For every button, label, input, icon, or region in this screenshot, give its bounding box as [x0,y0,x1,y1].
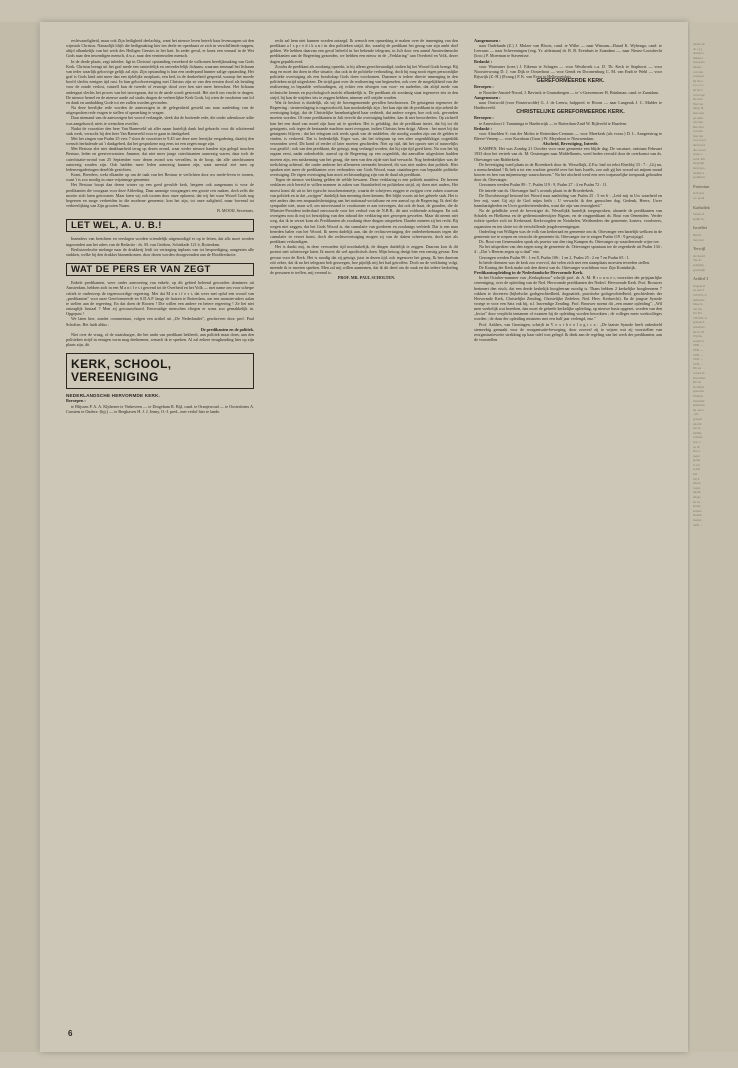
sliver-line: Kerke [693,504,701,509]
sliver-line: Renteneu [693,403,705,408]
sliver-line: Bij het [693,232,702,237]
sliver-head-5: Artikel 3 [693,276,709,282]
sliver-line: nu het v [693,87,703,92]
sliver-line: schrede [693,435,703,440]
paragraph: Het is dunkt mij, in deze verwarden tijd noodzakelijk, de dingen duidelijk te zeggen. Daarom kon ik dit protest niet achterwege laten. Ik moest dit wel apodictisch doen. Mijn betoog dreigt hier een ernstig gevaar. Een gevaar voor de Kerk. Het is noodig dat zij getuigt, juist in dezen tijd, ook tegenover het gezag. Ik ben daarvan zóó zeker, dat ik na het telegram heb gezwegen, hoe pijnlijk mij het had getroffen. Doch nu de verklaring volgt, meende ik te moeten spreken. Men zal mij willen aannemen, dat ik dit deed om de zaak en dat iedere bedoeling de personen te treffen, mij vreemd is. [270,244,458,276]
sliver-line: aflega [693,495,701,500]
sliver-line: dat aller [693,120,704,125]
sliver-line: 1930 .... [693,361,704,366]
sliver-line: Tot Prz [693,311,702,316]
sliver-line: die woord [693,147,706,152]
section-label: Beroepen : [66,398,86,404]
sliver-line: verworpe [693,92,705,97]
sliver-line: dubbelde [693,297,705,302]
sliver-line: Waarbij [693,393,703,398]
sliver-line: Dat w [693,449,701,454]
paragraph: Prof. Aalders, van Groningen, schrijft in V o x t h e o l o g i c a : „De laatste Synode heeft onbedoeld steenrebig gemaakt voor de reorganisatie-beweging, door zooverf zij te wijzen wat zij voorstellen van reorganisatiewette strekking op haar tafel was gelegd. Ik denk aan de regeling van het werk der predikanten, aan de voorstellen [474,321,662,343]
sliver-line: lidkaas i [693,55,704,60]
sliver-line: wij h [693,476,700,481]
paragraph: Zoodra de predikant als zoodanig opzeekt, is hij alleen gerechtvaardigd, indien hij het Woord Gods brengt. Bij mag en moet dat doen in elke situatie, dus ook in de politieke verhouding, doch hij mag nooit eigen persoonlijke politieke overtuiging als een boodschap Gods doen voorkomen. Daarmee is iedere directe inmenging in den politieken strijd uitgesloten. De strijd gaat over de realiseering van beginselen, ook over de mogelijkheid van die realiseering in bepaalde verhoudingen, zij echter een afwegen van voor- en nadeelen, dat altijd mede van technische kennis en psychologisch inzicht afhankelijk is. De predikant als zoodanig staat tegenover iets in den strijd, hij kan de strijders iets te zeggen hebben, nimmer zelf strijder worden. [270,63,458,100]
paragraph: te Amersfoort J. Tamminga te Harderwijk — te Rotterdam-Zuid W. Bijleveld te Haarlem. [479,120,628,126]
author-signature: PROF. MR. PAUL SCHOLTEN. [337,275,396,281]
sliver-line: midde [693,490,701,495]
sliver-line: Statistiek [693,398,705,403]
section-head-gereformeerde-kerk: GEREFORMEERDE KERK. [536,78,605,85]
sliver-line: tegen [693,453,700,458]
sliver-line: ming. Ik [693,106,704,111]
sliver-line: staatje is [693,338,704,343]
sliver-line: van den [693,129,703,134]
paragraph: Onderling van Willigen was de volk van kerkeraad en gemeente om ds. Ottevanger een hartelijk welkom in de gemeente toe te roepen en verzocht de gemeente ds. Ottevanger toe te zingen Psalm 119 : 9 gewijzigd. [474,228,662,239]
paragraph: De Doowbezorgd bestond het Woord naar aanleiding van Psalm 25 : 5 en 6 : „Leid mij in Uw waarheid en leer mij, want Gij zijt de God mijns heils ; U verwacht ik den gansschen dag. Gedenk, Heere, Uwer barmhartigheden en Uwer goedertierenheden, want die zijn van eeuwigheid." [474,192,662,208]
sliver-line: leiding [693,430,702,435]
sliver-line: 1920 .... [693,357,704,362]
paragraph: recht aal hem niet kunnen worden ontzegd. Ik wensch een opmerking te maken over de inmenging van den predikant a l s p r e d i k a n t in den politieken strijd, die, waarbij de predikant het gezag van zijn ambt doel gelden. We hebben daarvan een geval beleefd in het bekende telegram, in Juli door een aantal Amsterdamsche predikanten aan de Regeering gezonden, we hebben een nieuw in de „Verklaring" aan Overheid en Volk, dezer dagen gepubliceerd. [270,38,458,64]
sliver-line: der de [693,426,701,431]
sliver-line: zich praa [693,191,705,196]
sliver-line: plaats v [693,152,703,157]
sliver-line: 510.853, to [693,292,708,297]
sliver-line: Dit sta [693,366,702,371]
sliver-line: geniging [693,262,704,267]
sliver-line: haar gru [693,133,704,138]
sliver-line: ter be [693,499,700,504]
sliver-line: 136.920, la [693,315,707,320]
paragraph: Inzenders van berichten en verslagen worden vriendelijk uitgenoodigd er op te letten, dat alls moet worden ingezonden aan het adres van de Redactie : ds. M. van Grieken, Schiekade 121 b, Rotterdam. [66,236,254,247]
paragraph: Met het zingen van Psalm 25 vers 7 sloot de voorzitter te 9.45 ure deze zeer leerrijke vergadering, daarbij den wensch herhalende uit 't dankgebed, dat het gesprokene nog eens tot een zegen moge zijn. [66,135,254,147]
sliver-line: actief [693,467,700,472]
sliver-line: mogelijk [693,161,704,166]
paragraph: Gezongen werden Psalm 99 : 1 en 8, Psalm 106 : 1 en 2, Psalm 25 : 2 en 7 en Psalm 65 : 1. [479,254,630,260]
sliver-line: geloofde. [693,389,705,394]
sliver-head-4: Terwijl [693,246,706,252]
sliver-line: gesteldijk [693,267,706,272]
section-head-predikantsopleiding: Predikantsopleiding in de Nederlandsche Hervormde Kerk. [474,270,584,276]
sliver-line: hoofdkla [693,384,704,389]
paragraph: We laten hier, zonder commentaar, volgen een artikel uit „De Nederlander", geschreven door prof. Paul Scholten. Het luidt aldus : [66,316,254,327]
paragraph: Het Bestuur hoopt dan dezen winter op een goed gevulde kerk, betgeen ook aangenaam is voor de predikanten die voorgaan voor deze Afdeeling. Daar aanmige voorgangers een groote reis maken, doch zelfs die moeite zich laten getroosten. Maar laten wij ook toonen door onze opkomst, dat wij het waar Woord Gods nog begeeren en moge verbreiden in die moderne gemeente, kon het zijn, tot onze zaligheid, maar bovenal tot verheerlijking van Zijn grooten Naam. [66,182,254,208]
paragraph: naar Oostwold (voor Finsterwolde) G. J. de Leeuw, hulppred. te Hoorn — naar Langerak J. C. Mulder te Hardinxveld. [474,99,662,111]
sliver-line: reform [693,421,702,426]
sliver-line: der hoofd [693,253,705,258]
sliver-line: missie : [693,64,703,69]
sliver-line: zestien [693,508,702,513]
section-head-chr-geref-kerk: CHRISTELIJKE GEREFORMEERDE KERK. [516,109,625,116]
sliver-line: Oogenvol [693,283,706,288]
column-container [58,38,670,990]
sliver-line: te ver [693,462,700,467]
sliver-line: voor nood [693,138,706,143]
sliver-line: predikant [693,175,705,180]
paragraph: Gezonnen werden Psalm 89 : 7, Psalm 119 : 9, Psalm 27 : 4 en Psalm 72 : 11. [479,182,608,188]
paragraph: In de derde plaats, zegt inleider, ligt in Christus' opstanding verzekerd de volkomen heerlijkmaking van Gods Kerk. Christus brengt uit het graf mede een onsterfelijk en onverderfelijk lichaam, waaraan eenmaal het lichaam van ieder waarlijk geloovige gelijk zal zijn. Zijn opstanding is hun een onderpand hunner zalige opstanding. Het graf is Gods kind niet meer dan een tijdelijke rustplaats, een bed, in de donkerheid gespreid, waarop het moede hoofd slechts eenigen tijd rust. In hun geloofsvereniging met Christus zijn ze van den eersten dood als betaling voor de zonde verlost, vanzelf kan de tweede of eeuwige dood over hen niet meer heerschen. Het lichaam ondergaat slechts het proces van het tarwegraan, dat in de aarde wordt gestrooid. Het sterft om vrucht te dragen. De nieuwe hemel en de nieuwe aarde zal straks dragen de verheerlijkte Kerk Gods, bij wien de vrucheten van lof en dank en aanbidding Gode tot eer zullen worden gevonden. [66,58,254,105]
sliver-line: Dit sta [693,380,702,385]
paragraph: De intrede van ds. Ottevanger had 's avonds plaats in de Broederkerk. [479,187,595,193]
paragraph: te Blijssen P. A. A. Kljdsener te Vinkeveen — te Drogeham R. Bijl, cand. te Oranjewoud — te Oosterittens A. Carstens te Oudera -(bjj.) — te Berghaven H. J. J. Jenny, O.-I. pred., met verlof hier te lande. [66,403,254,414]
sliver-text-column [690,22,738,527]
sliver-head-3: Israëliet [693,225,707,231]
sliver-line: Ceuat [693,485,701,490]
sliver-line: Maar m [693,302,703,307]
section-subtitle: NEDERLANDSCHE HERVORMDE KERK. [66,393,161,399]
section-label-beroepen-2: Beroepen : [474,115,494,121]
sliver-line: men niet [693,237,704,242]
paragraph: rechtvaardigheid, maar ook Zijn heiligheid deelachtig, want het nieuwe leven betreft haar levensaspen uit den wijnstok Christus. Natuurlijk blijft die heiligmaking hier ten deele en openbaart ze zich in verschillende trappen, altijd afhankelijk van het werk des Heiligen Geestes in het hart. In zeder geval, er komt een vernaal in de Wet Gods naar den inwendigen mensch, d.w.z. naar den vernieuwden mensch. [66,38,254,59]
paragraph: Komt, Breeders, wekt elkander op om de taak van het Bestuur te verlichten door uw mede-leven te toonen, want 't is zoo noodig in onze vrijzinnige gemeente. [66,172,254,183]
section-label-bedankt: Bedankt : [474,58,493,64]
sliver-line: Procentue [693,375,706,380]
sliver-line: b e r e i c [693,83,705,88]
paragraph: voor Almelden S. van der Molen te Rotterdam-Centrum — voor Meerkerk (als voorz.) D. L. Aangeestrug te Bleere-Veneep — voor Kornhorn (Gron.) W. Meynhout te Nieuwendam. [474,130,662,141]
paragraph: naar Oudelande (Z.) J. Mulzer van Bloois, cand. te Wilke — naar Winsum—Baard K. Wybenga, cand. te Leersum — naar Scheveningen (vng. Yr. afdeiman) dr. R. B. Evenhuis te Zaandam —. naar Nieuw-Loosdrecht (loco.) P. Moerman te Stavenisse. [474,43,662,59]
sliver-line: op de [693,444,700,449]
section-label-bedankt-2: Bedankt : [474,125,493,131]
sliver-line: a.s. predi [693,196,705,200]
paragraph: Tegen de nieuwe verklaring gelden de zelfde bewaren. Deze verklaring is een politiek manifest. De heeren verklaren zich bereid te willen mannen in zaken van Staatsbeleid en politieken strijd, zij doen niet anders, Het moest komt dit uit in het typische tusschenzinnetje, waarin de schrijvers zeggen te zwijgen over zaken waarvan van politiek en in dat „zwijgen" duidelijk hun meening doen kennen, Het blijkt voorts uit het geheele stuk. Het is niet anders dan een ampaashtsbetuiging aan het nationaal-socialisme en een aanval op de Regeering. Ik deel die sympathie niet, maar wil, om misverstand te voorkomen er aan toevoegen, dat ook de haat, de gronden, die de Minister-President inderdaad ontvouwde voor het verbod van de N.B.B., dit niet voldoende acbtagen. En ook overigens nou ik mij tot bestrijding van den inhoud der verklaring niet gerovpen gevoelen. Maar dit neemt niet weg, dat ik in verzet kom als Predikanten als zoodanig deze dingen uitspreken. Daarbe mineen zij het recht. Bij wegen niet zeggen, dat het Gods Woord is, dat cumulatie van goederen en zoodanigs verbiedt. Dat is een naar beneden halen van het Woord. Ik neem dadelijk aan, dat de rechtsovertuiging der onderbeekemaars tegen die cumulatie in verzet komt, doch die rechtsovertuiging mogen zij van de daken schreeuwen, doch niet als predikant verkondigen. [270,177,458,245]
sliver-line: Ver het [693,306,702,311]
sliver-line: Ind [693,472,698,477]
sliver-line: landen [693,518,702,522]
sliver-line: 1899 .... [693,348,704,353]
newspaper-sheet [40,22,688,1052]
sliver-head-2: Katholiek [693,204,710,210]
sliver-line: Van Ar [693,258,702,263]
sliver-line: Wij me [693,334,703,339]
sliver-line: schappel [693,74,704,79]
adjacent-page-sliver [690,22,738,1052]
paragraph: Niet over de vraag, of de staatsburger, die het ambt van predikant bekleedt, aan politiek maar doen, aan den politieken strijd in eenigen vorm mag deelnemen, wenach ik te spreken. Al zal zekere terughouding hier op zijn plaats zijn, dit [66,331,254,348]
sliver-line: „Vie [693,412,699,417]
sliver-line: sies, a [693,439,701,444]
press-box-title: WAT DE PERS ER VAN ZEGT [66,263,254,276]
notice-box-title: LET WEL, A. U. B.! [66,219,254,232]
paragraph: Enkele predikanten, weer onder aanvoering van enkele, op dit gebied beleend geworden dominees uit Amsterdam, hebben zich in een M a n i f e s t gewend tot de Overheid en het Volk — met name om voor scherpe critiek te onderwerp de tegenwoordige regeering. Met dat M a n i f e s t, dat weer met opluf een woord van „predikanten" voor onze Gereformeerde en S.D.A.P. langs de huizen te Rotterdam, om een monster-adres aalan te stellen aan de regeering. En dat doen de Rooten ! Die willen een andere en betere regeering ! Ze het niet ontzaglijk brutaal ? Men zij gewaarschuwd. Eenvoudige menschen vliegen er soms zoo gemakkelijk in. Opgepast ! [66,280,254,317]
sliver-line: werk. Ma [693,156,705,161]
sliver-line: De stud [693,97,703,102]
sliver-line: bij het o [693,78,704,83]
paragraph: Na de gehdlishe werd de bevestiger ds. Wesselijkk hartelijk toegesproken, alsmede de predikanten van Schalek en Hielkema en de gedienstonderwijzer Bigsen, en de ringpredikant ds. Bout van Oeneniden. Verder richtte spreker zich tot Kerkeraad, Kerkvoogden en Notabelen, Weithonders der gemeente, kosters, voorlezers, organisten en ten slotte tot de verschillende jeugdvereenigingen. [474,208,662,229]
sliver-line: inzake de [693,42,705,46]
paragraph: Met Bestuur zlet niet dankbaarheid terug op dezen avond, waar weder nieuwe banden zijn gelegd tusschen Bestuur, leden en geestverwanten. Jammer, dat niet meer jonge catechisanten aanwezig waren, daar toch de catechisatie-avond van 25 September voor dezen avond was vervallen, in de hoop, dat alle catechisanten aanwezig zouden zijn. Ook hadden meer leden aanwezig kunnen zijn, want meestal ziet men op ledenvergaderingen dezelfde gezichten. [66,146,254,172]
paragraph: KAMPEN. Het was Zondag 21 October voor onze gemeente een blijde dag. De vacature, ontstaan Februari 1933 door het vertrek van ds. M. Oosterngen naar Middelharnis, werd heden vervuld door de overkomst van ds. Ottevanger van Ridderkerk. [474,146,662,162]
sliver-line: 1905 ... [693,522,703,527]
paragraph: De bevestiging vond plaats in de Bovenkerk door ds. Wesselkijk, Z.Ew. had tot tekst Ehechbj 33 : 7 : „Gij nu, o menschenkind ! Ik heb u tot een wachter gesteld over het huis Israëls, zoo zult gij het woord uit mijnen mond hooren en hen van mijnentwege waarschuwen." Na het afscheid werd een zeer toepasselijke toespraak gehouden door ds. Ottevanger. [474,161,662,183]
sliver-line: hun stud [693,124,704,129]
sliver-line: kelijk lev [693,216,705,221]
section-label-beroepen: Beroepen : [474,84,494,90]
sliver-line: destein z [693,51,704,56]
section-label-aangenomen: Aangenomen : [474,38,501,43]
sliver-line: het propa [693,166,705,171]
paragraph: Na het uitspreken van den zegen zong de gemeente ds. Ottevanger spontaan toe de zegenbede uit Psalm 134 : 4 : „Dat 's Heeren zegen op u daal" enz. [474,244,662,255]
section-label-aangenomen-2: Aangenomen : [474,94,501,100]
sliver-line: genoeg h [693,320,705,325]
sliver-head-1: Protestan [693,183,710,189]
sliver-line: leeropdra [693,60,705,65]
paragraph: te Noorder-Amstel-Noord, J. Bavinck te Gramabergen — te 's-Gravenmoer H. Brinkman, cand. te Zaandam. [479,89,659,95]
paragraph: Daar niemand van de aanwezigen het woord verlangde, sleek dat de boeiende rede, die onder ademlooze stilte was aangehoord, niets te wenschen overliet. [66,115,254,126]
paragraph: In beide diensten was de kerk zoo overvol, dat velen zich met een staanplaats moesten tevreden stellen. [479,259,651,265]
sliver-line: han eerst [693,110,705,115]
sliver-line: en ander [693,115,704,120]
paragraph: Beslistzoekscbe melange naar de drukkerij leidt tot vertraging inplaats van tot bespoediging, aangezien alle stukken, welke bij den drukker binnenkomen, door dezen worden doorgezonden aan de Hoofdredactie. [66,246,254,257]
sliver-line: die in 18 [693,329,704,334]
paragraph: In het October-nummer van „Kerkophouw" schrijft prof. dr. A. M. B r o u w e r, voorzitter der prijsjaarlijke vereeniging, over de opleiding van de Ned. Hervormde predikanten der Nederl. Hervormde Kerk. Prof. Brouwer herinnert den eisch, dat een derde kerkelijk hoogleeraar noodig is. Thans hebben 2 kerkelijke hoogleeraren 7 vakken te doceeren (bijbelsche godsgeschiedheid, dogmatiek, practische godsgeschiedheid, geschiedenis der Hervormde Kerk, Christelijke Zending, Christelijke Zedeleer, Ned. Herv. Kerkrecht). En de jongste Synode vroege er voor een Satz vak bij, n.l. Inwendige Zending. Prof. Brouwer noemt dit „een onane opleiding". „Wil men werkelijk wat bereiken, dan moet de geheele kerkelijke opleiding, op nieuwe basis opgezet, worden van den „lector" door verplicht tentamen of examen bij de opleiding worden berookten ; de colleges meer werkcolleges worden ; de duur der opleiding minstens met een half jaar verlengd, enz." [474,275,662,322]
sliver-line: bij ook z [693,407,704,412]
page-number: 6 [68,1029,73,1038]
press-box-subhead: De predikanten en de politiek. [200,326,254,332]
paragraph: Wat ik besloot is duidelijk, als wij de bovengenoemde gevallen beschouwen. De getuigenis tegenover de Regeering : steunverlaging is ongeoorloofd, kan noodzakelijk zijn ; het kan zijn dat de predikant in zijn arbeid de overtuiging krijgt, dat de Christelijke barmhartigheid haar verbiedt, dat andere wegen, hoe ook ook, gevonden moeten worden. Of onze predikanten in Juli terecht die overtuiging hadden, kan ik niet beoordeelen. Op zichzelf kan het een daad van moed zijn haar uit te spreken. Het is gelukkig, dat de predikant inziet, dat hij tot dit getuigenis, ook tegen de bestaande machten moet overgaan, indien Christus hem drijgt. Alleen : het moet bij dat getuigenis blijven ; dat het telegram ook reeds sprak van de middelen, die noodig zouden zijn om de gelden te vinden, is verkeerd. Dat is bedenkelijk. Erger was, dat het telegram op een alter oogenblikkigst oogenblik verzonden werd. Dit kond of eerder of later moeten geschieden. Niet op tijd, dat het oproer niet of nauwelijks was gestild ; ook van den predikant, die getuigt, mag verlangd worden, dat hij zijn tijd goed kiest. Nu was het hij orgaan eerst, nadat onbedoelde, aanval op de Regeering op een oogenblik, dat aanvallen uitgesloten hadden moeten zijn, een miskenning van het gezag, die men van den zijde niet had verwacht. Nog bedenkelijker was de toelichting achteraf, die onder anderen het allermeen steenzeht bestreed, dit was niet anders dan politiek. Hier spraken niet meer de predikanten over verbonders van Gods Woord, maar staatsburgers van bepaalde politieke overtuiging. De eigen overtuiging kan nooit rechtvaardiging zijn van de daad als predikant. [270,99,458,178]
sliver-line: grond [693,458,701,463]
column-1 [58,38,262,990]
column-3 [466,38,670,990]
paragraph: De Koning der Kerk make ook den dienst van ds. Ottevanger vruchtbaar voor Zijn Koninkrijk. [479,264,636,270]
sliver-line: 1889 .... [693,343,704,348]
paragraph: Ds. Bout van Genemuiden sprak als praetor van den ring Kampen ds. Ottevanger op waardeerende wijze toe. [479,239,660,245]
paragraph: Na deze heerlijke rede worden de aanwezigen in de gelegenheid gesteld om naar aanleiding van de uitgesproken rede vragen te stellen of opmerking te vragen. [66,105,254,116]
sliver-line: die hoofd [693,143,705,148]
sliver-line: Sterke af [693,212,705,217]
column-2 [262,38,466,990]
sliver-line: Niet ten [693,101,703,106]
sliver-line: de stad Z [693,288,705,293]
section-head-afscheid: Afscheid, Bevestiging, Intrede. [542,141,599,147]
sliver-line: de o p j [693,46,703,51]
sliver-line: graspal [693,416,702,421]
left-gutter [0,22,38,1052]
sliver-line: leiding d [693,170,704,175]
paragraph: voor Wormmer (toez.) J. Eikema te Schagen — voor Westbroek c.a. D. Th. Keck te Staphorst — voor Noorsterwrang D. J. van Dijk te Oosterhout — voor Gendt en Doornenburg C. M. van Endt te Wehl — voor Rijswijk (Z.-H.) (Evang.) P. K. van Evert te Hellevoetsluis. [474,63,662,80]
sliver-line: testantsel [693,325,705,330]
sliver-line: wat dies [693,69,704,74]
sliver-line: alleen [693,481,701,486]
article-signature: B. MOOIJ, Secretaris. [217,208,254,214]
sliver-line: wonen in [693,371,705,375]
kerk-school-vereeniging-title: KERK, SCHOOL, VEREENIGING [66,353,254,389]
sliver-line: houdin [693,513,702,518]
sliver-line: 1909 .... [693,352,704,357]
paragraph: Nadat de voorzitter den heer Van Barneveld uit aller naam hartelijk dank had gebracht voor dit schitterend stuk werk, verzocht hij den heer Van Barneveld voor te gaan in dankgebed. [66,125,254,136]
